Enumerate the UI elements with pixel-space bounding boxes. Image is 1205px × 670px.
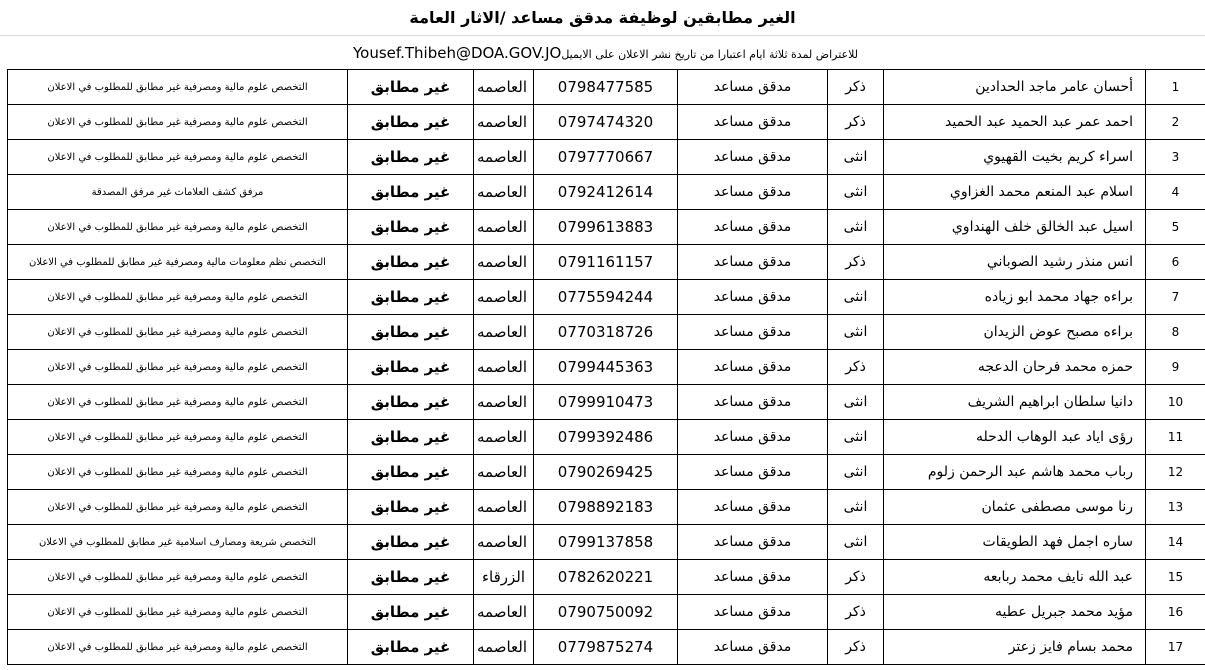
city-cell[interactable]: الزرقاء (474, 560, 534, 595)
status-cell[interactable]: غير مطابق (348, 490, 474, 525)
status-cell[interactable]: غير مطابق (348, 140, 474, 175)
phone-cell[interactable]: 0799445363 (534, 350, 678, 385)
note-row (0, 36, 1205, 69)
phone-cell[interactable]: 0775594244 (534, 280, 678, 315)
city-cell[interactable]: العاصمه (474, 175, 534, 210)
table-row (8, 280, 1205, 315)
row-number-cell[interactable]: 8 (1146, 315, 1205, 350)
status-cell[interactable]: غير مطابق (348, 420, 474, 455)
gender-cell[interactable]: ذكر (828, 105, 884, 140)
row-number-cell[interactable]: 14 (1146, 525, 1205, 560)
job-title-cell[interactable]: مدقق مساعد (678, 525, 828, 560)
status-cell[interactable]: غير مطابق (348, 315, 474, 350)
gender-cell[interactable]: ذكر (828, 350, 884, 385)
name-cell[interactable]: عبد الله نايف محمد ربابعه (884, 560, 1146, 595)
job-title-cell[interactable]: مدقق مساعد (678, 140, 828, 175)
job-title-cell[interactable]: مدقق مساعد (678, 630, 828, 665)
reason-cell[interactable]: التخصص علوم مالية ومصرفية غير مطابق للمطلوب في الاعلان (8, 420, 348, 455)
row-number-cell[interactable]: 15 (1146, 560, 1205, 595)
phone-cell[interactable]: 0790750092 (534, 595, 678, 630)
name-cell[interactable]: رباب محمد هاشم عبد الرحمن زلوم (884, 455, 1146, 490)
gender-cell[interactable]: ذكر (828, 630, 884, 665)
row-number-cell[interactable]: 1 (1146, 70, 1205, 105)
table-row (8, 490, 1205, 525)
job-title-cell[interactable]: مدقق مساعد (678, 560, 828, 595)
row-number-cell[interactable]: 9 (1146, 350, 1205, 385)
city-cell[interactable]: العاصمه (474, 70, 534, 105)
table-row (8, 315, 1205, 350)
city-cell[interactable]: العاصمه (474, 595, 534, 630)
reason-cell[interactable]: التخصص علوم مالية ومصرفية غير مطابق للمطلوب في الاعلان (8, 385, 348, 420)
phone-cell[interactable]: 0782620221 (534, 560, 678, 595)
reason-cell[interactable]: التخصص علوم مالية ومصرفية غير مطابق للمطلوب في الاعلان (8, 630, 348, 665)
table-row (8, 140, 1205, 175)
reason-cell[interactable]: التخصص علوم مالية ومصرفية غير مطابق للمطلوب في الاعلان (8, 210, 348, 245)
name-cell[interactable]: رنا موسى مصطفى عثمان (884, 490, 1146, 525)
status-cell[interactable]: غير مطابق (348, 560, 474, 595)
job-title-cell[interactable]: مدقق مساعد (678, 175, 828, 210)
gender-cell[interactable]: انثى (828, 490, 884, 525)
gender-cell[interactable]: انثى (828, 455, 884, 490)
job-title-cell[interactable]: مدقق مساعد (678, 595, 828, 630)
city-cell[interactable]: العاصمه (474, 315, 534, 350)
job-title-cell[interactable]: مدقق مساعد (678, 385, 828, 420)
job-title-cell[interactable]: مدقق مساعد (678, 280, 828, 315)
phone-cell[interactable]: 0799392486 (534, 420, 678, 455)
title-row (0, 0, 1205, 36)
row-number-cell[interactable]: 17 (1146, 630, 1205, 665)
status-cell[interactable]: غير مطابق (348, 525, 474, 560)
table-body (8, 70, 1205, 665)
job-title-cell[interactable]: مدقق مساعد (678, 420, 828, 455)
name-cell[interactable]: دانيا سلطان ابراهيم الشريف (884, 385, 1146, 420)
table-row (8, 630, 1205, 665)
phone-cell[interactable]: 0797770667 (534, 140, 678, 175)
gender-cell[interactable]: انثى (828, 315, 884, 350)
gender-cell[interactable]: ذكر (828, 595, 884, 630)
phone-cell[interactable]: 0797474320 (534, 105, 678, 140)
sheet-title[interactable]: الغير مطابقين لوظيفة مدقق مساعد /الاثار العامة (409, 8, 796, 27)
reason-cell[interactable]: التخصص علوم مالية ومصرفية غير مطابق للمطلوب في الاعلان (8, 455, 348, 490)
gender-cell[interactable]: انثى (828, 280, 884, 315)
table-row (8, 175, 1205, 210)
status-cell[interactable]: غير مطابق (348, 245, 474, 280)
reason-cell[interactable]: التخصص علوم مالية ومصرفية غير مطابق للمطلوب في الاعلان (8, 595, 348, 630)
name-cell[interactable]: أحسان عامر ماجد الحدادين (884, 70, 1146, 105)
name-cell[interactable]: براءه جهاد محمد ابو زياده (884, 280, 1146, 315)
job-title-cell[interactable]: مدقق مساعد (678, 245, 828, 280)
objection-note[interactable] (347, 44, 858, 62)
city-cell[interactable]: العاصمه (474, 245, 534, 280)
job-title-cell[interactable]: مدقق مساعد (678, 210, 828, 245)
reason-cell[interactable]: التخصص شريعة ومصارف اسلامية غير مطابق للمطلوب في الاعلان (8, 525, 348, 560)
phone-cell[interactable]: 0799613883 (534, 210, 678, 245)
status-cell[interactable]: غير مطابق (348, 630, 474, 665)
city-cell[interactable]: العاصمه (474, 350, 534, 385)
table-row (8, 525, 1205, 560)
name-cell[interactable]: حمزه محمد فرحان الدعجه (884, 350, 1146, 385)
phone-cell[interactable]: 0792412614 (534, 175, 678, 210)
phone-cell[interactable]: 0799137858 (534, 525, 678, 560)
row-number-cell[interactable]: 6 (1146, 245, 1205, 280)
city-cell[interactable]: العاصمه (474, 280, 534, 315)
job-title-cell[interactable]: مدقق مساعد (678, 105, 828, 140)
gender-cell[interactable]: ذكر (828, 560, 884, 595)
gender-cell[interactable]: ذكر (828, 245, 884, 280)
table-row (8, 210, 1205, 245)
reason-cell[interactable]: التخصص علوم مالية ومصرفية غير مطابق للمطلوب في الاعلان (8, 70, 348, 105)
gender-cell[interactable]: انثى (828, 385, 884, 420)
table-row (8, 70, 1205, 105)
phone-cell[interactable]: 0770318726 (534, 315, 678, 350)
name-cell[interactable]: اسيل عبد الخالق خلف الهنداوي (884, 210, 1146, 245)
reason-cell[interactable]: التخصص علوم مالية ومصرفية غير مطابق للمطلوب في الاعلان (8, 490, 348, 525)
contact-email: Yousef.Thibeh@DOA.GOV.JO (353, 43, 562, 62)
city-cell[interactable]: العاصمه (474, 210, 534, 245)
phone-cell[interactable]: 0798477585 (534, 70, 678, 105)
table-row (8, 560, 1205, 595)
phone-cell[interactable]: 0791161157 (534, 245, 678, 280)
name-cell[interactable]: مؤيد محمد جبريل عطيه (884, 595, 1146, 630)
gender-cell[interactable]: انثى (828, 420, 884, 455)
row-number-cell[interactable]: 10 (1146, 385, 1205, 420)
phone-cell[interactable]: 0779875274 (534, 630, 678, 665)
status-cell[interactable]: غير مطابق (348, 210, 474, 245)
job-title-cell[interactable]: مدقق مساعد (678, 315, 828, 350)
status-cell[interactable]: غير مطابق (348, 105, 474, 140)
reason-cell[interactable]: التخصص علوم مالية ومصرفية غير مطابق للمطلوب في الاعلان (8, 560, 348, 595)
table-row (8, 385, 1205, 420)
name-cell[interactable]: اسلام عبد المنعم محمد الغزاوي (884, 175, 1146, 210)
city-cell[interactable]: العاصمه (474, 420, 534, 455)
city-cell[interactable]: العاصمه (474, 455, 534, 490)
reason-cell[interactable]: التخصص علوم مالية ومصرفية غير مطابق للمطلوب في الاعلان (8, 315, 348, 350)
city-cell[interactable]: العاصمه (474, 385, 534, 420)
gender-cell[interactable]: ذكر (828, 70, 884, 105)
status-cell[interactable]: غير مطابق (348, 280, 474, 315)
table-row (8, 420, 1205, 455)
city-cell[interactable]: العاصمه (474, 525, 534, 560)
reason-cell[interactable]: مرفق كشف العلامات غير مرفق المصدقة (8, 175, 348, 210)
job-title-cell[interactable]: مدقق مساعد (678, 350, 828, 385)
objection-note-text: للاعتراض لمدة ثلاثة ايام اعتبارا من تاريخ نشر الاعلان على الايميل (561, 47, 858, 61)
name-cell[interactable]: براءه مصبح عوض الزيدان (884, 315, 1146, 350)
gender-cell[interactable]: انثى (828, 140, 884, 175)
row-number-cell[interactable]: 12 (1146, 455, 1205, 490)
job-title-cell[interactable]: مدقق مساعد (678, 455, 828, 490)
phone-cell[interactable]: 0799910473 (534, 385, 678, 420)
phone-cell[interactable]: 0798892183 (534, 490, 678, 525)
table-row (8, 105, 1205, 140)
gender-cell[interactable]: انثى (828, 525, 884, 560)
row-number-cell[interactable]: 11 (1146, 420, 1205, 455)
gender-cell[interactable]: انثى (828, 175, 884, 210)
status-cell[interactable]: غير مطابق (348, 175, 474, 210)
name-cell[interactable]: محمد بسام فايز زعتر (884, 630, 1146, 665)
reason-cell[interactable]: التخصص علوم مالية ومصرفية غير مطابق للمطلوب في الاعلان (8, 280, 348, 315)
job-title-cell[interactable]: مدقق مساعد (678, 70, 828, 105)
gender-cell[interactable]: انثى (828, 210, 884, 245)
city-cell[interactable]: العاصمه (474, 105, 534, 140)
name-cell[interactable]: احمد عمر عبد الحميد عبد الحميد (884, 105, 1146, 140)
row-number-cell[interactable]: 3 (1146, 140, 1205, 175)
name-cell[interactable]: ساره اجمل فهد الطويقات (884, 525, 1146, 560)
name-cell[interactable]: انس منذر رشيد الصوباني (884, 245, 1146, 280)
row-number-cell[interactable]: 2 (1146, 105, 1205, 140)
table-row (8, 245, 1205, 280)
job-title-cell[interactable]: مدقق مساعد (678, 490, 828, 525)
name-cell[interactable]: اسراء كريم بخيت القهيوي (884, 140, 1146, 175)
row-number-cell[interactable]: 13 (1146, 490, 1205, 525)
phone-cell[interactable]: 0790269425 (534, 455, 678, 490)
status-cell[interactable]: غير مطابق (348, 350, 474, 385)
table-row (8, 455, 1205, 490)
reason-cell[interactable]: التخصص علوم مالية ومصرفية غير مطابق للمطلوب في الاعلان (8, 350, 348, 385)
status-cell[interactable]: غير مطابق (348, 385, 474, 420)
city-cell[interactable]: العاصمه (474, 490, 534, 525)
table-row (8, 350, 1205, 385)
name-cell[interactable]: رؤى اياد عبد الوهاب الدحله (884, 420, 1146, 455)
row-number-cell[interactable]: 5 (1146, 210, 1205, 245)
candidates-table (7, 69, 1205, 665)
city-cell[interactable]: العاصمه (474, 140, 534, 175)
row-number-cell[interactable]: 7 (1146, 280, 1205, 315)
table-row (8, 595, 1205, 630)
row-number-cell[interactable]: 16 (1146, 595, 1205, 630)
status-cell[interactable]: غير مطابق (348, 70, 474, 105)
row-number-cell[interactable]: 4 (1146, 175, 1205, 210)
city-cell[interactable]: العاصمه (474, 630, 534, 665)
reason-cell[interactable]: التخصص علوم مالية ومصرفية غير مطابق للمطلوب في الاعلان (8, 105, 348, 140)
status-cell[interactable]: غير مطابق (348, 455, 474, 490)
status-cell[interactable]: غير مطابق (348, 595, 474, 630)
reason-cell[interactable]: التخصص نظم معلومات مالية ومصرفية غير مطابق للمطلوب في الاعلان (8, 245, 348, 280)
reason-cell[interactable]: التخصص علوم مالية ومصرفية غير مطابق للمطلوب في الاعلان (8, 140, 348, 175)
